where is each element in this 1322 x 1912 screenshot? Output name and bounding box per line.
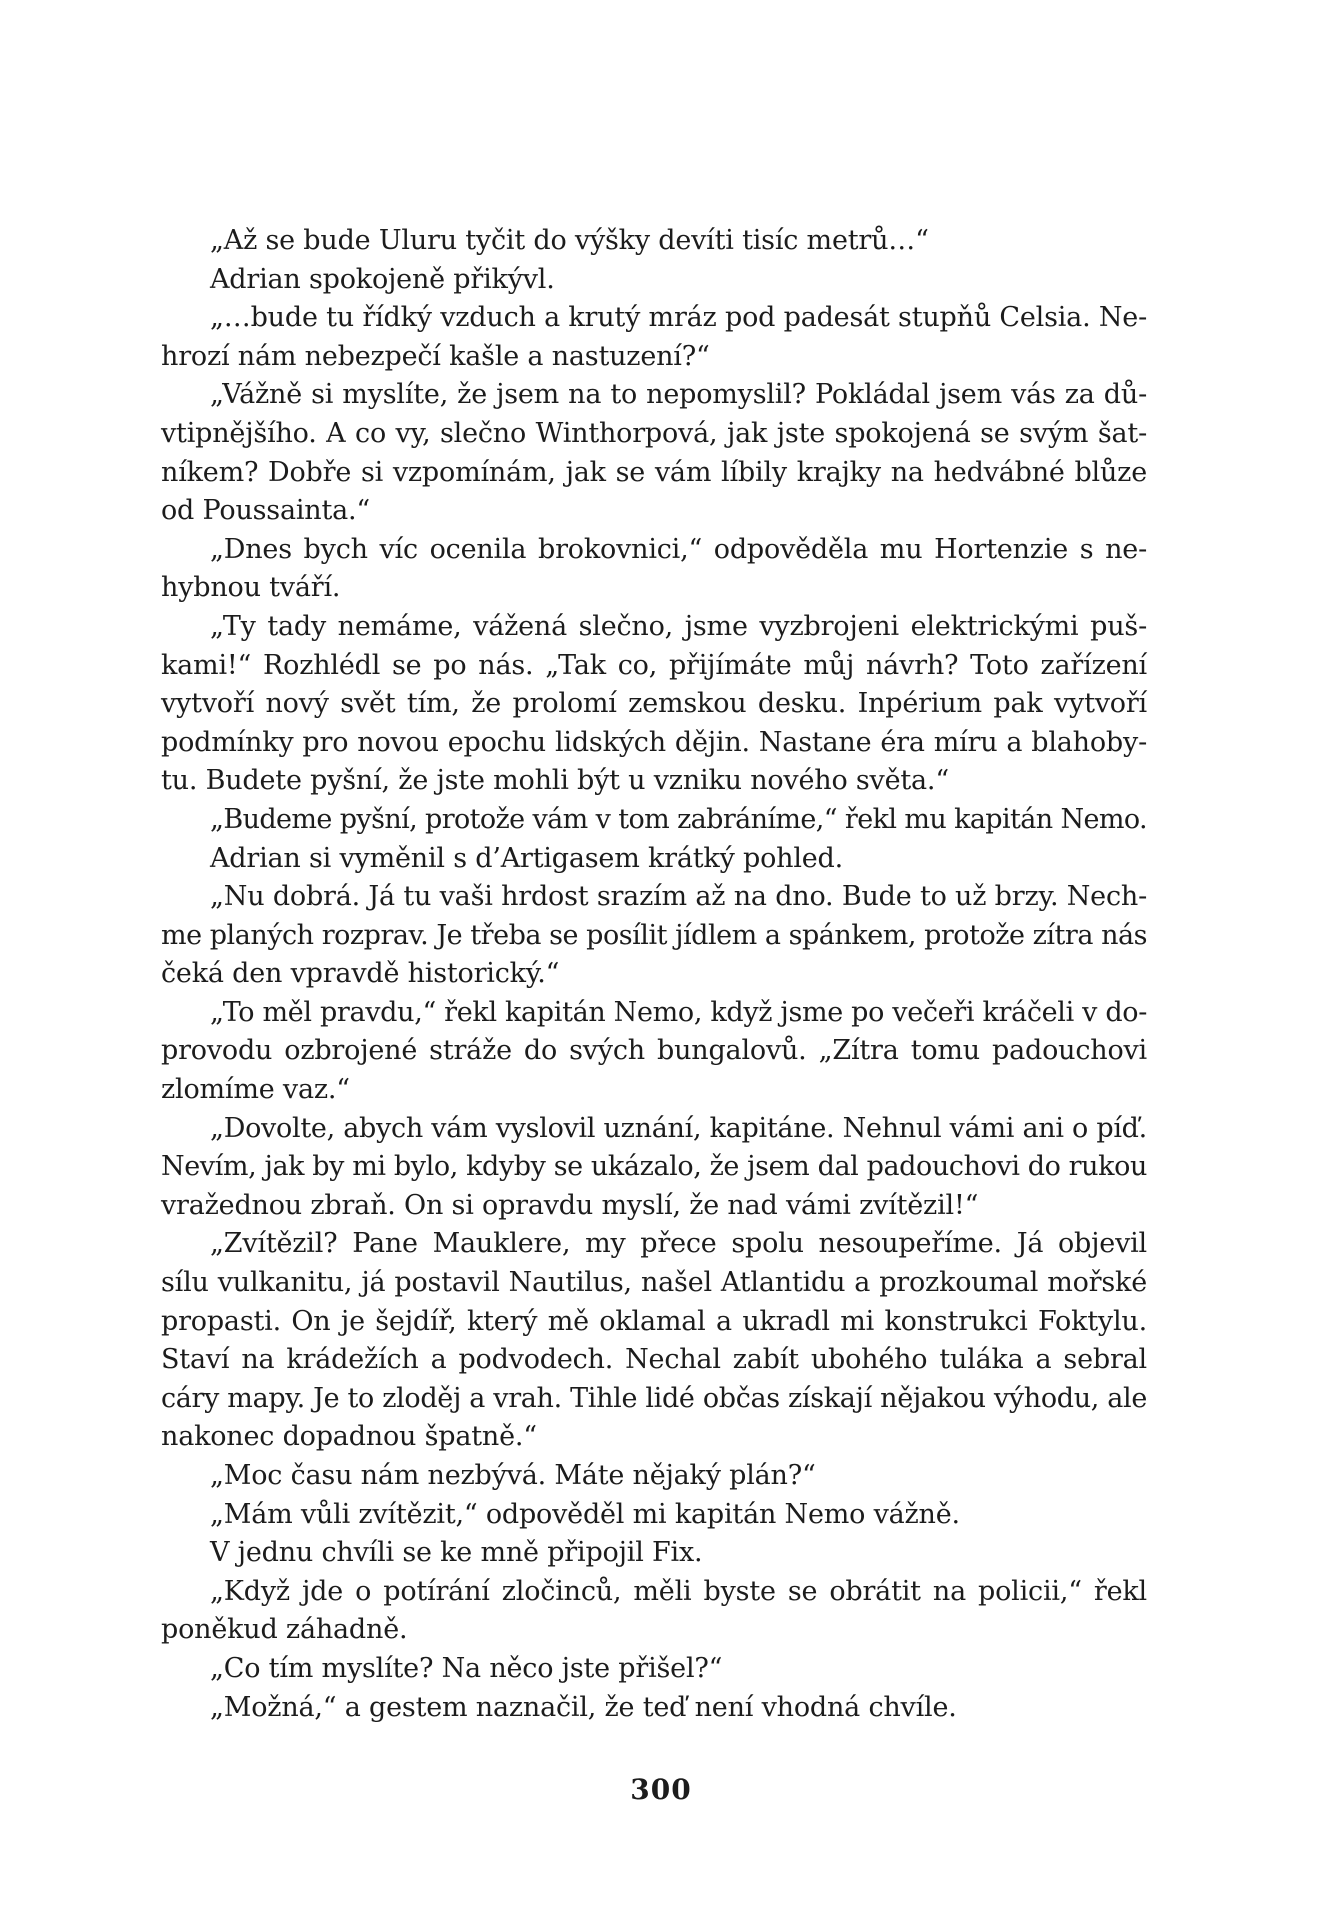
text-line: Adrian spokojeně přikývl.	[210, 263, 555, 295]
text-line: kami!“ Rozhlédl se po nás. „Tak co, přijímáte můj návrh? Toto zařízení	[161, 649, 1147, 681]
text-line: propasti. On je šejdíř, který mě oklamal a ukradl mi konstrukci Foktylu.	[161, 1305, 1147, 1337]
text-line: „Budeme pyšní, protože vám v tom zabráníme,“ řekl mu kapitán Nemo.	[210, 803, 1147, 835]
text-line: „Zvítězil? Pane Mauklere, my přece spolu nesoupeříme. Já objevil	[210, 1228, 1147, 1260]
body-text	[161, 222, 1147, 1727]
text-line: „Až se bude Uluru tyčit do výšky devíti tisíc metrů…“	[210, 225, 929, 256]
text-line: čeká den vpravdě historický.“	[161, 958, 560, 990]
text-line: „Ty tady nemáme, vážená slečno, jsme vyzbrojeni elektrickými puš-	[210, 610, 1147, 642]
text-line: „Možná,“ a gestem naznačil, že teď není vhodná chvíle.	[210, 1691, 957, 1723]
text-line: Staví na krádežích a podvodech. Nechal zabít ubohého tuláka a sebral	[161, 1344, 1147, 1376]
text-line: me planých rozprav. Je třeba se posílit jídlem a spánkem, protože zítra nás	[161, 919, 1147, 951]
text-line: tu. Budete pyšní, že jste mohli být u vzniku nového světa.“	[161, 765, 949, 797]
text-line: od Poussainta.“	[161, 495, 371, 527]
text-line: zlomíme vaz.“	[161, 1074, 350, 1106]
text-line: hybnou tváří.	[161, 572, 341, 604]
text-line: V jednu chvíli se ke mně připojil Fix.	[210, 1537, 703, 1569]
text-line: „Co tím myslíte? Na něco jste přišel?“	[210, 1652, 723, 1684]
text-line: „Moc času nám nezbývá. Máte nějaký plán?“	[210, 1460, 816, 1491]
text-line: Nevím, jak by mi bylo, kdyby se ukázalo, že jsem dal padouchovi do rukou	[161, 1151, 1147, 1183]
text-line: „Mám vůli zvítězit,“ odpověděl mi kapitán Nemo vážně.	[210, 1498, 960, 1530]
text-line: „Dovolte, abych vám vyslovil uznání, kapitáne. Nehnul vámi ani o píď.	[210, 1112, 1147, 1144]
text-line: vražednou zbraň. On si opravdu myslí, že nad vámi zvítězil!“	[161, 1189, 979, 1221]
text-line: „…bude tu řídký vzduch a krutý mráz pod padesát stupňů Celsia. Ne-	[210, 302, 1147, 334]
text-line: níkem? Dobře si vzpomínám, jak se vám líbily krajky na hedvábné blůze	[161, 456, 1147, 488]
text-line: nakonec dopadnou špatně.“	[161, 1421, 537, 1453]
text-line: hrozí nám nebezpečí kašle a nastuzení?“	[161, 340, 710, 372]
text-line: cáry mapy. Je to zloděj a vrah. Tihle lidé občas získají nějakou výhodu, ale	[161, 1382, 1147, 1414]
text-line: podmínky pro novou epochu lidských dějin. Nastane éra míru a blahoby-	[161, 726, 1147, 758]
text-line: provodu ozbrojené stráže do svých bungalovů. „Zítra tomu padouchovi	[161, 1035, 1147, 1067]
text-line: sílu vulkanitu, já postavil Nautilus, našel Atlantidu a prozkoumal mořské	[161, 1267, 1147, 1299]
text-line: „Když jde o potírání zločinců, měli byste se obrátit na policii,“ řekl	[210, 1575, 1147, 1607]
text-line: Adrian si vyměnil s d’Artigasem krátký pohled.	[210, 842, 844, 874]
text-line: vtipnějšího. A co vy, slečno Winthorpová, jak jste spokojená se svým šat-	[161, 417, 1147, 449]
text-line: vytvoří nový svět tím, že prolomí zemskou desku. Inpérium pak vytvoří	[161, 688, 1147, 720]
text-line: „Vážně si myslíte, že jsem na to nepomyslil? Pokládal jsem vás za dů-	[210, 379, 1147, 411]
text-line: poněkud záhadně.	[161, 1614, 408, 1646]
text-line: „Nu dobrá. Já tu vaši hrdost srazím až na dno. Bude to už brzy. Nech-	[210, 881, 1147, 913]
page-number: 300	[630, 1773, 692, 1806]
text-line: „Dnes bych víc ocenila brokovnici,“ odpověděla mu Hortenzie s ne-	[210, 533, 1147, 565]
text-line: „To měl pravdu,“ řekl kapitán Nemo, když jsme po večeři kráčeli v do-	[210, 996, 1147, 1028]
